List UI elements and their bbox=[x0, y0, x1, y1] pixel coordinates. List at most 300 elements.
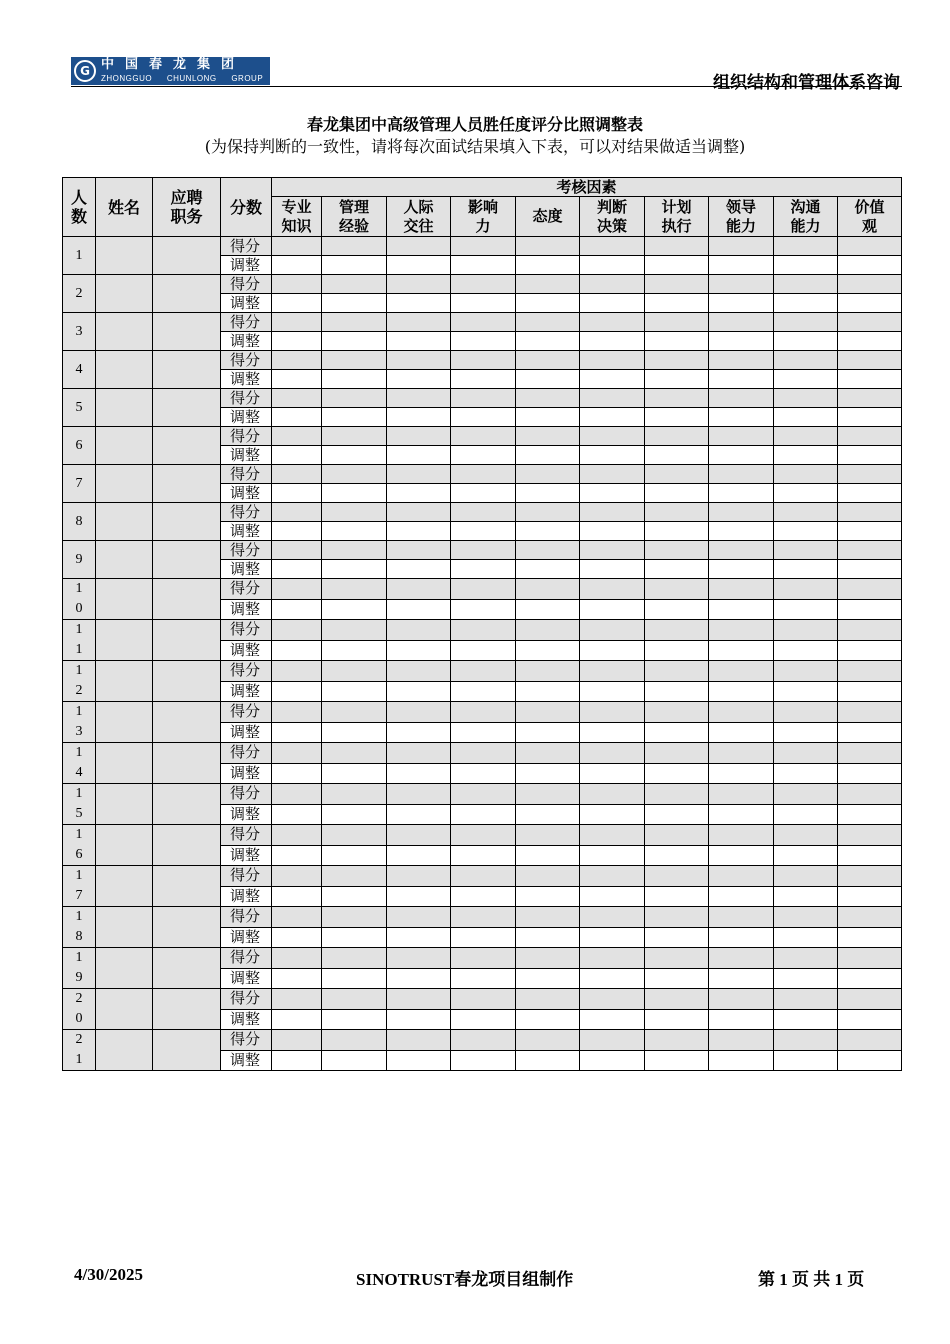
score-cell[interactable] bbox=[272, 1030, 322, 1051]
score-cell[interactable] bbox=[580, 1030, 645, 1051]
adjust-cell[interactable] bbox=[580, 886, 645, 907]
adjust-cell[interactable] bbox=[387, 522, 451, 541]
score-cell[interactable] bbox=[272, 866, 322, 887]
score-cell[interactable] bbox=[322, 661, 387, 682]
adjust-cell[interactable] bbox=[774, 927, 838, 948]
adjust-cell[interactable] bbox=[709, 560, 774, 579]
adjust-cell[interactable] bbox=[580, 1009, 645, 1030]
adjust-cell[interactable] bbox=[322, 370, 387, 389]
score-cell[interactable] bbox=[580, 620, 645, 641]
name-cell[interactable] bbox=[96, 866, 153, 907]
adjust-cell[interactable] bbox=[387, 408, 451, 427]
adjust-cell[interactable] bbox=[580, 763, 645, 784]
score-cell[interactable] bbox=[709, 579, 774, 600]
adjust-cell[interactable] bbox=[516, 370, 580, 389]
score-cell[interactable] bbox=[709, 743, 774, 764]
adjust-cell[interactable] bbox=[645, 763, 709, 784]
adjust-cell[interactable] bbox=[272, 599, 322, 620]
adjust-cell[interactable] bbox=[645, 294, 709, 313]
adjust-cell[interactable] bbox=[838, 560, 902, 579]
score-cell[interactable] bbox=[387, 866, 451, 887]
score-cell[interactable] bbox=[580, 948, 645, 969]
score-cell[interactable] bbox=[645, 389, 709, 408]
score-cell[interactable] bbox=[516, 351, 580, 370]
score-cell[interactable] bbox=[322, 389, 387, 408]
adjust-cell[interactable] bbox=[451, 763, 516, 784]
position-cell[interactable] bbox=[153, 579, 221, 620]
score-cell[interactable] bbox=[645, 579, 709, 600]
score-cell[interactable] bbox=[272, 620, 322, 641]
score-cell[interactable] bbox=[580, 503, 645, 522]
score-cell[interactable] bbox=[580, 237, 645, 256]
adjust-cell[interactable] bbox=[322, 522, 387, 541]
score-cell[interactable] bbox=[838, 866, 902, 887]
adjust-cell[interactable] bbox=[516, 681, 580, 702]
score-cell[interactable] bbox=[645, 825, 709, 846]
adjust-cell[interactable] bbox=[387, 332, 451, 351]
score-cell[interactable] bbox=[516, 866, 580, 887]
score-cell[interactable] bbox=[774, 351, 838, 370]
name-cell[interactable] bbox=[96, 989, 153, 1030]
score-cell[interactable] bbox=[451, 620, 516, 641]
adjust-cell[interactable] bbox=[580, 681, 645, 702]
score-cell[interactable] bbox=[774, 866, 838, 887]
adjust-cell[interactable] bbox=[387, 804, 451, 825]
score-cell[interactable] bbox=[272, 427, 322, 446]
adjust-cell[interactable] bbox=[387, 722, 451, 743]
adjust-cell[interactable] bbox=[322, 256, 387, 275]
score-cell[interactable] bbox=[451, 989, 516, 1010]
adjust-cell[interactable] bbox=[451, 256, 516, 275]
score-cell[interactable] bbox=[451, 541, 516, 560]
score-cell[interactable] bbox=[774, 743, 838, 764]
adjust-cell[interactable] bbox=[838, 640, 902, 661]
score-cell[interactable] bbox=[774, 541, 838, 560]
adjust-cell[interactable] bbox=[709, 370, 774, 389]
adjust-cell[interactable] bbox=[645, 804, 709, 825]
score-cell[interactable] bbox=[322, 351, 387, 370]
score-cell[interactable] bbox=[774, 503, 838, 522]
adjust-cell[interactable] bbox=[516, 484, 580, 503]
score-cell[interactable] bbox=[774, 948, 838, 969]
adjust-cell[interactable] bbox=[272, 256, 322, 275]
position-cell[interactable] bbox=[153, 825, 221, 866]
score-cell[interactable] bbox=[838, 465, 902, 484]
score-cell[interactable] bbox=[516, 1030, 580, 1051]
score-cell[interactable] bbox=[838, 620, 902, 641]
adjust-cell[interactable] bbox=[451, 1009, 516, 1030]
adjust-cell[interactable] bbox=[838, 256, 902, 275]
adjust-cell[interactable] bbox=[774, 1050, 838, 1071]
adjust-cell[interactable] bbox=[580, 968, 645, 989]
adjust-cell[interactable] bbox=[516, 927, 580, 948]
score-cell[interactable] bbox=[709, 866, 774, 887]
adjust-cell[interactable] bbox=[774, 408, 838, 427]
position-cell[interactable] bbox=[153, 313, 221, 351]
score-cell[interactable] bbox=[838, 313, 902, 332]
adjust-cell[interactable] bbox=[451, 1050, 516, 1071]
score-cell[interactable] bbox=[516, 907, 580, 928]
score-cell[interactable] bbox=[709, 620, 774, 641]
adjust-cell[interactable] bbox=[645, 968, 709, 989]
score-cell[interactable] bbox=[709, 907, 774, 928]
score-cell[interactable] bbox=[709, 237, 774, 256]
adjust-cell[interactable] bbox=[709, 968, 774, 989]
adjust-cell[interactable] bbox=[451, 927, 516, 948]
adjust-cell[interactable] bbox=[322, 560, 387, 579]
score-cell[interactable] bbox=[709, 1030, 774, 1051]
score-cell[interactable] bbox=[838, 579, 902, 600]
adjust-cell[interactable] bbox=[272, 681, 322, 702]
score-cell[interactable] bbox=[322, 503, 387, 522]
score-cell[interactable] bbox=[272, 948, 322, 969]
name-cell[interactable] bbox=[96, 389, 153, 427]
adjust-cell[interactable] bbox=[451, 722, 516, 743]
adjust-cell[interactable] bbox=[322, 1050, 387, 1071]
adjust-cell[interactable] bbox=[580, 560, 645, 579]
score-cell[interactable] bbox=[451, 1030, 516, 1051]
position-cell[interactable] bbox=[153, 907, 221, 948]
name-cell[interactable] bbox=[96, 907, 153, 948]
adjust-cell[interactable] bbox=[387, 370, 451, 389]
adjust-cell[interactable] bbox=[322, 886, 387, 907]
adjust-cell[interactable] bbox=[645, 722, 709, 743]
adjust-cell[interactable] bbox=[387, 1050, 451, 1071]
score-cell[interactable] bbox=[774, 389, 838, 408]
adjust-cell[interactable] bbox=[645, 484, 709, 503]
score-cell[interactable] bbox=[322, 579, 387, 600]
adjust-cell[interactable] bbox=[322, 484, 387, 503]
adjust-cell[interactable] bbox=[838, 599, 902, 620]
adjust-cell[interactable] bbox=[645, 256, 709, 275]
adjust-cell[interactable] bbox=[709, 886, 774, 907]
score-cell[interactable] bbox=[580, 351, 645, 370]
score-cell[interactable] bbox=[709, 541, 774, 560]
score-cell[interactable] bbox=[709, 427, 774, 446]
score-cell[interactable] bbox=[272, 541, 322, 560]
score-cell[interactable] bbox=[322, 948, 387, 969]
score-cell[interactable] bbox=[645, 351, 709, 370]
score-cell[interactable] bbox=[451, 907, 516, 928]
score-cell[interactable] bbox=[516, 541, 580, 560]
adjust-cell[interactable] bbox=[645, 681, 709, 702]
adjust-cell[interactable] bbox=[838, 927, 902, 948]
score-cell[interactable] bbox=[838, 825, 902, 846]
adjust-cell[interactable] bbox=[645, 560, 709, 579]
score-cell[interactable] bbox=[451, 465, 516, 484]
adjust-cell[interactable] bbox=[838, 886, 902, 907]
adjust-cell[interactable] bbox=[645, 332, 709, 351]
name-cell[interactable] bbox=[96, 541, 153, 579]
adjust-cell[interactable] bbox=[774, 522, 838, 541]
adjust-cell[interactable] bbox=[838, 446, 902, 465]
adjust-cell[interactable] bbox=[774, 968, 838, 989]
score-cell[interactable] bbox=[709, 313, 774, 332]
score-cell[interactable] bbox=[272, 661, 322, 682]
score-cell[interactable] bbox=[838, 743, 902, 764]
position-cell[interactable] bbox=[153, 948, 221, 989]
adjust-cell[interactable] bbox=[387, 640, 451, 661]
adjust-cell[interactable] bbox=[709, 1050, 774, 1071]
name-cell[interactable] bbox=[96, 702, 153, 743]
adjust-cell[interactable] bbox=[838, 408, 902, 427]
score-cell[interactable] bbox=[272, 389, 322, 408]
adjust-cell[interactable] bbox=[645, 1009, 709, 1030]
score-cell[interactable] bbox=[516, 948, 580, 969]
adjust-cell[interactable] bbox=[838, 681, 902, 702]
score-cell[interactable] bbox=[516, 237, 580, 256]
score-cell[interactable] bbox=[322, 989, 387, 1010]
adjust-cell[interactable] bbox=[516, 1009, 580, 1030]
adjust-cell[interactable] bbox=[516, 1050, 580, 1071]
adjust-cell[interactable] bbox=[516, 599, 580, 620]
adjust-cell[interactable] bbox=[645, 522, 709, 541]
score-cell[interactable] bbox=[580, 661, 645, 682]
score-cell[interactable] bbox=[451, 579, 516, 600]
adjust-cell[interactable] bbox=[451, 968, 516, 989]
name-cell[interactable] bbox=[96, 503, 153, 541]
name-cell[interactable] bbox=[96, 743, 153, 784]
score-cell[interactable] bbox=[451, 237, 516, 256]
score-cell[interactable] bbox=[580, 784, 645, 805]
adjust-cell[interactable] bbox=[272, 294, 322, 313]
score-cell[interactable] bbox=[387, 825, 451, 846]
adjust-cell[interactable] bbox=[774, 886, 838, 907]
adjust-cell[interactable] bbox=[774, 722, 838, 743]
adjust-cell[interactable] bbox=[580, 599, 645, 620]
score-cell[interactable] bbox=[774, 784, 838, 805]
score-cell[interactable] bbox=[774, 907, 838, 928]
adjust-cell[interactable] bbox=[838, 484, 902, 503]
score-cell[interactable] bbox=[387, 948, 451, 969]
adjust-cell[interactable] bbox=[387, 294, 451, 313]
adjust-cell[interactable] bbox=[709, 845, 774, 866]
adjust-cell[interactable] bbox=[838, 370, 902, 389]
score-cell[interactable] bbox=[322, 784, 387, 805]
adjust-cell[interactable] bbox=[322, 845, 387, 866]
score-cell[interactable] bbox=[709, 948, 774, 969]
score-cell[interactable] bbox=[774, 825, 838, 846]
position-cell[interactable] bbox=[153, 989, 221, 1030]
score-cell[interactable] bbox=[774, 579, 838, 600]
adjust-cell[interactable] bbox=[580, 927, 645, 948]
score-cell[interactable] bbox=[272, 702, 322, 723]
score-cell[interactable] bbox=[322, 743, 387, 764]
adjust-cell[interactable] bbox=[645, 640, 709, 661]
adjust-cell[interactable] bbox=[709, 522, 774, 541]
score-cell[interactable] bbox=[516, 465, 580, 484]
adjust-cell[interactable] bbox=[516, 294, 580, 313]
score-cell[interactable] bbox=[645, 1030, 709, 1051]
score-cell[interactable] bbox=[774, 465, 838, 484]
score-cell[interactable] bbox=[645, 503, 709, 522]
score-cell[interactable] bbox=[272, 275, 322, 294]
score-cell[interactable] bbox=[322, 825, 387, 846]
score-cell[interactable] bbox=[645, 661, 709, 682]
score-cell[interactable] bbox=[709, 351, 774, 370]
score-cell[interactable] bbox=[645, 989, 709, 1010]
position-cell[interactable] bbox=[153, 503, 221, 541]
score-cell[interactable] bbox=[387, 661, 451, 682]
adjust-cell[interactable] bbox=[322, 408, 387, 427]
score-cell[interactable] bbox=[516, 427, 580, 446]
adjust-cell[interactable] bbox=[322, 294, 387, 313]
score-cell[interactable] bbox=[272, 503, 322, 522]
score-cell[interactable] bbox=[774, 313, 838, 332]
adjust-cell[interactable] bbox=[272, 1050, 322, 1071]
score-cell[interactable] bbox=[838, 503, 902, 522]
adjust-cell[interactable] bbox=[774, 640, 838, 661]
position-cell[interactable] bbox=[153, 389, 221, 427]
adjust-cell[interactable] bbox=[451, 332, 516, 351]
adjust-cell[interactable] bbox=[516, 256, 580, 275]
score-cell[interactable] bbox=[838, 1030, 902, 1051]
adjust-cell[interactable] bbox=[322, 599, 387, 620]
score-cell[interactable] bbox=[580, 866, 645, 887]
score-cell[interactable] bbox=[451, 702, 516, 723]
score-cell[interactable] bbox=[645, 237, 709, 256]
adjust-cell[interactable] bbox=[516, 332, 580, 351]
score-cell[interactable] bbox=[451, 866, 516, 887]
adjust-cell[interactable] bbox=[272, 446, 322, 465]
adjust-cell[interactable] bbox=[322, 968, 387, 989]
score-cell[interactable] bbox=[838, 389, 902, 408]
adjust-cell[interactable] bbox=[387, 886, 451, 907]
score-cell[interactable] bbox=[580, 465, 645, 484]
score-cell[interactable] bbox=[516, 313, 580, 332]
name-cell[interactable] bbox=[96, 579, 153, 620]
adjust-cell[interactable] bbox=[451, 886, 516, 907]
adjust-cell[interactable] bbox=[838, 722, 902, 743]
score-cell[interactable] bbox=[516, 743, 580, 764]
name-cell[interactable] bbox=[96, 313, 153, 351]
name-cell[interactable] bbox=[96, 427, 153, 465]
score-cell[interactable] bbox=[838, 351, 902, 370]
score-cell[interactable] bbox=[645, 743, 709, 764]
score-cell[interactable] bbox=[645, 620, 709, 641]
score-cell[interactable] bbox=[516, 389, 580, 408]
score-cell[interactable] bbox=[387, 541, 451, 560]
name-cell[interactable] bbox=[96, 784, 153, 825]
score-cell[interactable] bbox=[838, 237, 902, 256]
score-cell[interactable] bbox=[774, 989, 838, 1010]
score-cell[interactable] bbox=[451, 825, 516, 846]
adjust-cell[interactable] bbox=[387, 446, 451, 465]
adjust-cell[interactable] bbox=[272, 845, 322, 866]
score-cell[interactable] bbox=[322, 237, 387, 256]
score-cell[interactable] bbox=[838, 989, 902, 1010]
score-cell[interactable] bbox=[272, 465, 322, 484]
score-cell[interactable] bbox=[516, 825, 580, 846]
adjust-cell[interactable] bbox=[580, 370, 645, 389]
adjust-cell[interactable] bbox=[451, 408, 516, 427]
adjust-cell[interactable] bbox=[709, 408, 774, 427]
score-cell[interactable] bbox=[516, 620, 580, 641]
adjust-cell[interactable] bbox=[272, 640, 322, 661]
score-cell[interactable] bbox=[451, 948, 516, 969]
score-cell[interactable] bbox=[272, 237, 322, 256]
adjust-cell[interactable] bbox=[580, 804, 645, 825]
score-cell[interactable] bbox=[709, 503, 774, 522]
adjust-cell[interactable] bbox=[516, 886, 580, 907]
score-cell[interactable] bbox=[387, 784, 451, 805]
name-cell[interactable] bbox=[96, 661, 153, 702]
score-cell[interactable] bbox=[387, 237, 451, 256]
adjust-cell[interactable] bbox=[451, 845, 516, 866]
adjust-cell[interactable] bbox=[580, 332, 645, 351]
adjust-cell[interactable] bbox=[322, 804, 387, 825]
name-cell[interactable] bbox=[96, 351, 153, 389]
adjust-cell[interactable] bbox=[322, 722, 387, 743]
score-cell[interactable] bbox=[451, 743, 516, 764]
adjust-cell[interactable] bbox=[322, 640, 387, 661]
score-cell[interactable] bbox=[838, 541, 902, 560]
adjust-cell[interactable] bbox=[272, 522, 322, 541]
score-cell[interactable] bbox=[580, 313, 645, 332]
adjust-cell[interactable] bbox=[838, 294, 902, 313]
score-cell[interactable] bbox=[387, 351, 451, 370]
score-cell[interactable] bbox=[387, 389, 451, 408]
score-cell[interactable] bbox=[645, 427, 709, 446]
position-cell[interactable] bbox=[153, 620, 221, 661]
adjust-cell[interactable] bbox=[272, 763, 322, 784]
adjust-cell[interactable] bbox=[774, 1009, 838, 1030]
adjust-cell[interactable] bbox=[838, 968, 902, 989]
adjust-cell[interactable] bbox=[838, 1009, 902, 1030]
score-cell[interactable] bbox=[387, 503, 451, 522]
adjust-cell[interactable] bbox=[387, 1009, 451, 1030]
score-cell[interactable] bbox=[322, 541, 387, 560]
adjust-cell[interactable] bbox=[272, 886, 322, 907]
score-cell[interactable] bbox=[838, 275, 902, 294]
adjust-cell[interactable] bbox=[322, 763, 387, 784]
score-cell[interactable] bbox=[387, 579, 451, 600]
score-cell[interactable] bbox=[272, 989, 322, 1010]
adjust-cell[interactable] bbox=[838, 332, 902, 351]
adjust-cell[interactable] bbox=[387, 681, 451, 702]
adjust-cell[interactable] bbox=[451, 370, 516, 389]
adjust-cell[interactable] bbox=[451, 681, 516, 702]
score-cell[interactable] bbox=[580, 743, 645, 764]
adjust-cell[interactable] bbox=[774, 599, 838, 620]
adjust-cell[interactable] bbox=[272, 484, 322, 503]
adjust-cell[interactable] bbox=[387, 560, 451, 579]
adjust-cell[interactable] bbox=[580, 722, 645, 743]
score-cell[interactable] bbox=[774, 237, 838, 256]
score-cell[interactable] bbox=[322, 427, 387, 446]
adjust-cell[interactable] bbox=[709, 763, 774, 784]
adjust-cell[interactable] bbox=[516, 845, 580, 866]
position-cell[interactable] bbox=[153, 465, 221, 503]
score-cell[interactable] bbox=[774, 1030, 838, 1051]
adjust-cell[interactable] bbox=[451, 446, 516, 465]
adjust-cell[interactable] bbox=[451, 484, 516, 503]
score-cell[interactable] bbox=[451, 503, 516, 522]
adjust-cell[interactable] bbox=[709, 599, 774, 620]
score-cell[interactable] bbox=[451, 661, 516, 682]
score-cell[interactable] bbox=[516, 989, 580, 1010]
name-cell[interactable] bbox=[96, 1030, 153, 1071]
score-cell[interactable] bbox=[838, 427, 902, 446]
adjust-cell[interactable] bbox=[516, 968, 580, 989]
score-cell[interactable] bbox=[774, 620, 838, 641]
adjust-cell[interactable] bbox=[774, 845, 838, 866]
score-cell[interactable] bbox=[645, 541, 709, 560]
score-cell[interactable] bbox=[709, 661, 774, 682]
adjust-cell[interactable] bbox=[516, 763, 580, 784]
score-cell[interactable] bbox=[645, 784, 709, 805]
position-cell[interactable] bbox=[153, 743, 221, 784]
